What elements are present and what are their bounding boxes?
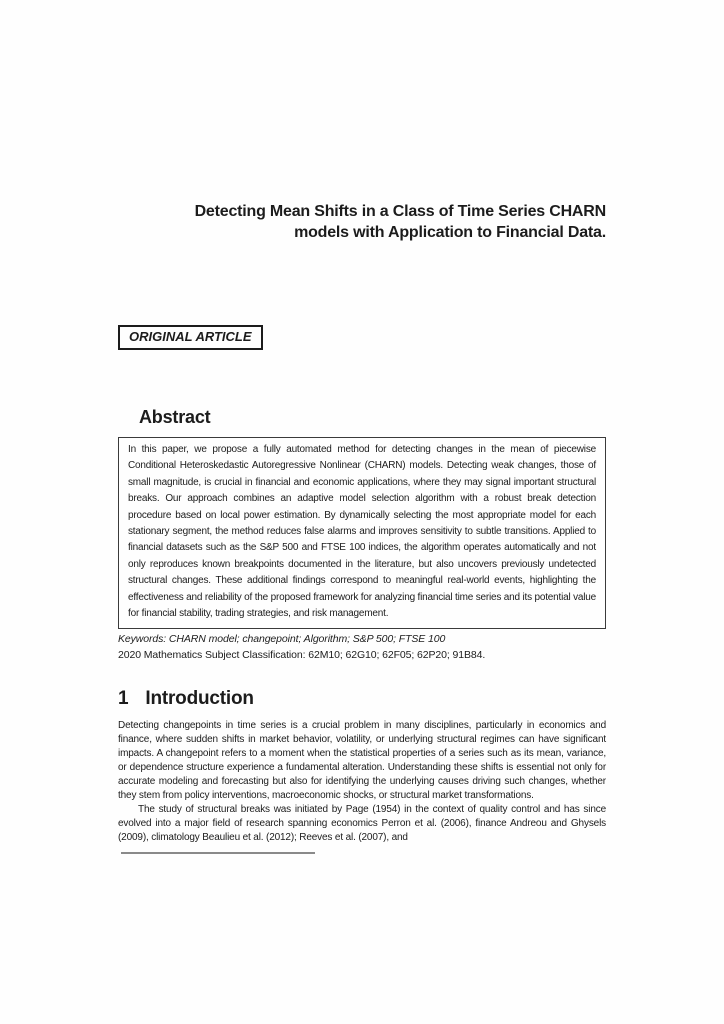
paper-title [118,201,606,243]
abstract-box [118,437,606,629]
article-type-badge: ORIGINAL ARTICLE [118,325,263,350]
section-1-title: Introduction [145,688,254,710]
msc-line: 2020 Mathematics Subject Classification: 62M10; 62G10; 62F05; 62P20; 91B84. [118,648,486,661]
footnote-rule [121,852,315,854]
abstract-heading: Abstract [139,407,211,427]
section-1-number: 1 [118,688,129,710]
text-column [118,0,606,854]
intro-paragraph-2: The study of structural breaks was initiated by Page (1954) in the context of quality control and has since evolved into a major field of research spanning economics Perron et al. (2006), finance Andreou and Ghysels (2009), climatology Beaulieu et al. (2012); Reeves et al. (2007), and [118,804,606,844]
keywords-line: Keywords: CHARN model; changepoint; Algorithm; S&P 500; FTSE 100 [118,633,446,646]
abstract-text: In this paper, we propose a fully automated method for detecting changes in the mean of piecewise Conditional Heteroskedastic Autoregressive Nonlinear (CHARN) models. Detecting weak changes, those of small magnitude, is crucial in financial and economic applications, where they may signal important structural breaks. Our approach combines an adaptive model selection algorithm with a robust break detection procedure based on local power estimation. By dynamically selecting the most appropriate model for each stationary segment, the method reduces false alarms and improves sensitivity to subtle transitions. Applied to financial datasets such as the S&P 500 and FTSE 100 indices, the algorithm operates automatically and not only reproduces known breakpoints documented in the literature, but also uncovers previously undetected structural changes. These additional findings correspond to meaningful real-world events, highlighting the effectiveness and reliability of the proposed framework for analyzing financial time series and its potential value for financial stability, trading strategies, and risk management. [128,444,596,620]
paper-title-line-2: models with Application to Financial Data. [294,224,606,241]
paper-title-line-1: Detecting Mean Shifts in a Class of Time Series CHARN [194,203,606,220]
section-1-heading [118,688,606,710]
article-type-row [118,325,606,350]
intro-paragraph-1: Detecting changepoints in time series is a crucial problem in many disciplines, particularly in economics and finance, where sudden shifts in market behavior, volatility, or underlying structural regimes can have significant impacts. A changepoint refers to a moment when the statistical properties of a series such as its mean, variance, or dependence structure experience a fundamental alteration. Understanding these shifts is essential not only for accurate modeling and forecasting but also for identifying the underlying causes driving such changes, whether they stem from policy interventions, macroeconomic shocks, or structural market transformations. [118,720,606,802]
